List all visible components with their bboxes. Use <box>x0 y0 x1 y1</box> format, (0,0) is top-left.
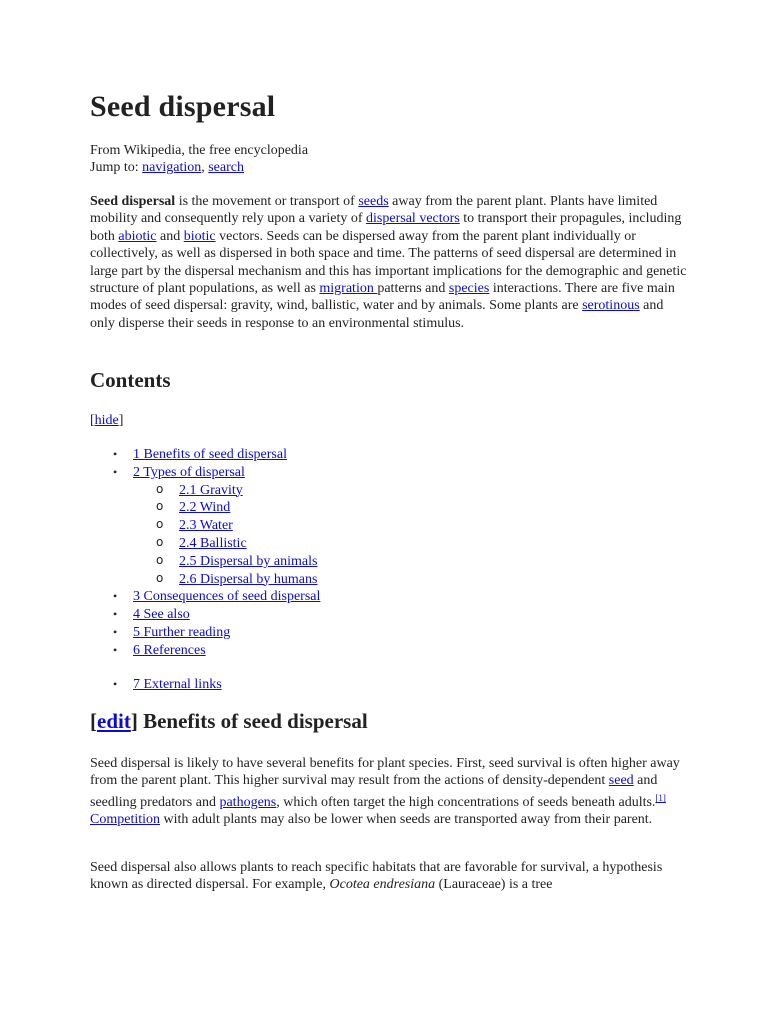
bracket: [ <box>90 413 95 428</box>
bracket: ] <box>118 413 124 428</box>
toc-link[interactable]: 7 External links <box>133 676 222 692</box>
toc-link[interactable]: 2.3 Water <box>179 518 233 534</box>
bracket: ] <box>130 709 138 733</box>
intro-text: and only disperse their seeds in response to an environmental stimulus. <box>90 298 664 331</box>
species-name: Ocotea endresiana <box>329 877 436 893</box>
toc-link[interactable]: 2 Types of dispersal <box>133 464 245 480</box>
edit-section-link[interactable]: edit <box>97 709 131 733</box>
toc-link[interactable]: 3 Consequences of seed dispersal <box>133 589 321 605</box>
body-text: (Lauraceae) is a tree <box>435 877 553 893</box>
link-species[interactable]: species <box>448 281 490 297</box>
body-text: , which often target the high concentrations of seeds beneath adults. <box>276 794 656 810</box>
reference-link-1[interactable]: [1] <box>655 792 666 803</box>
jump-to-line <box>90 159 244 176</box>
toc-link[interactable]: 2.6 Dispersal by humans <box>179 571 318 587</box>
link-biotic[interactable]: biotic <box>183 228 216 244</box>
link-pathogens[interactable]: pathogens <box>219 794 277 810</box>
link-dispersal-vectors[interactable]: dispersal vectors <box>366 211 460 227</box>
section-heading-benefits <box>90 709 368 734</box>
bracket: [ <box>90 709 97 733</box>
jump-to-label: Jump to: <box>90 160 143 175</box>
contents-heading: Contents <box>90 368 171 392</box>
site-subtitle: From Wikipedia, the free encyclopedia <box>90 143 309 158</box>
link-competition[interactable]: Competition <box>90 812 160 828</box>
sub-bullet-icon: o <box>156 517 164 532</box>
body-text: Seed dispersal also allows plants to reach specific habitats that are favorable for survival, a hypothesis known as directed dispersal. For example, <box>90 860 663 893</box>
intro-text: is the movement or transport of <box>175 194 359 209</box>
intro-text: to transport their propagules, including both <box>90 211 682 244</box>
toc-link[interactable]: 2.2 Wind <box>179 500 231 516</box>
jump-separator: , <box>201 160 209 175</box>
toc-link[interactable]: 1 Benefits of seed dispersal <box>133 447 287 462</box>
sub-bullet-icon: o <box>156 552 164 567</box>
sub-bullet-icon: o <box>156 481 164 496</box>
bullet-icon: • <box>113 676 118 691</box>
bullet-icon: • <box>113 589 118 604</box>
toc-toggle <box>90 412 123 429</box>
page-title: Seed dispersal <box>90 90 276 123</box>
toc-link[interactable]: 5 Further reading <box>133 624 231 640</box>
hide-toc-link[interactable]: hide <box>94 413 119 428</box>
sub-bullet-icon: o <box>156 534 164 549</box>
intro-text: away from the parent plant. Plants have limited mobility and consequently rely upon a variety of <box>90 194 658 227</box>
jump-search-link[interactable]: search <box>208 160 244 175</box>
body-text: with adult plants may also be lower when seeds are transported away from their parent. <box>160 812 653 828</box>
intro-text: patterns and <box>377 281 449 297</box>
jump-navigation-link[interactable]: navigation <box>142 160 202 175</box>
bullet-icon: • <box>113 624 118 639</box>
link-abiotic[interactable]: abiotic <box>118 228 157 244</box>
intro-text: interactions. There are five main modes of seed dispersal: gravity, wind, ballistic, water and by animals. Some plants are <box>90 281 675 314</box>
intro-text: and <box>156 228 184 244</box>
intro-bold-term: Seed dispersal <box>90 194 176 209</box>
link-seeds[interactable]: seeds <box>358 194 389 209</box>
section-title: Benefits of seed dispersal <box>137 709 368 733</box>
intro-text: vectors. Seeds can be dispersed away from the parent plant individually or collectively, as well as dispersed in both space and time. The patterns of seed dispersal are determined in large part by the dispersal mechanism and this has important implications for the demographic and genetic structure of plant populations, as well as <box>90 228 687 297</box>
bullet-icon: • <box>113 607 118 622</box>
toc-link[interactable]: 4 See also <box>133 607 190 623</box>
link-seed[interactable]: seed <box>608 773 634 789</box>
benefits-paragraph-2 <box>90 859 690 894</box>
benefits-paragraph-1 <box>90 755 690 829</box>
toc-link[interactable]: 2.1 Gravity <box>179 482 243 498</box>
toc-link[interactable]: 6 References <box>133 642 206 658</box>
bullet-icon: • <box>113 642 118 657</box>
body-text: and seedling predators and <box>90 773 658 810</box>
intro-paragraph <box>90 193 690 332</box>
sub-bullet-icon: o <box>156 570 164 585</box>
sub-bullet-icon: o <box>156 499 164 514</box>
link-serotinous[interactable]: serotinous <box>582 298 640 314</box>
toc-link[interactable]: 2.5 Dispersal by animals <box>179 553 318 569</box>
bullet-icon: • <box>113 464 118 479</box>
toc-link[interactable]: 2.4 Ballistic <box>179 535 247 551</box>
body-text: Seed dispersal is likely to have several benefits for plant species. First, seed survival is often higher away from the parent plant. This higher survival may result from the actions of density-dependent <box>90 756 680 789</box>
link-migration[interactable]: migration <box>319 281 378 297</box>
bullet-icon: • <box>113 447 118 461</box>
